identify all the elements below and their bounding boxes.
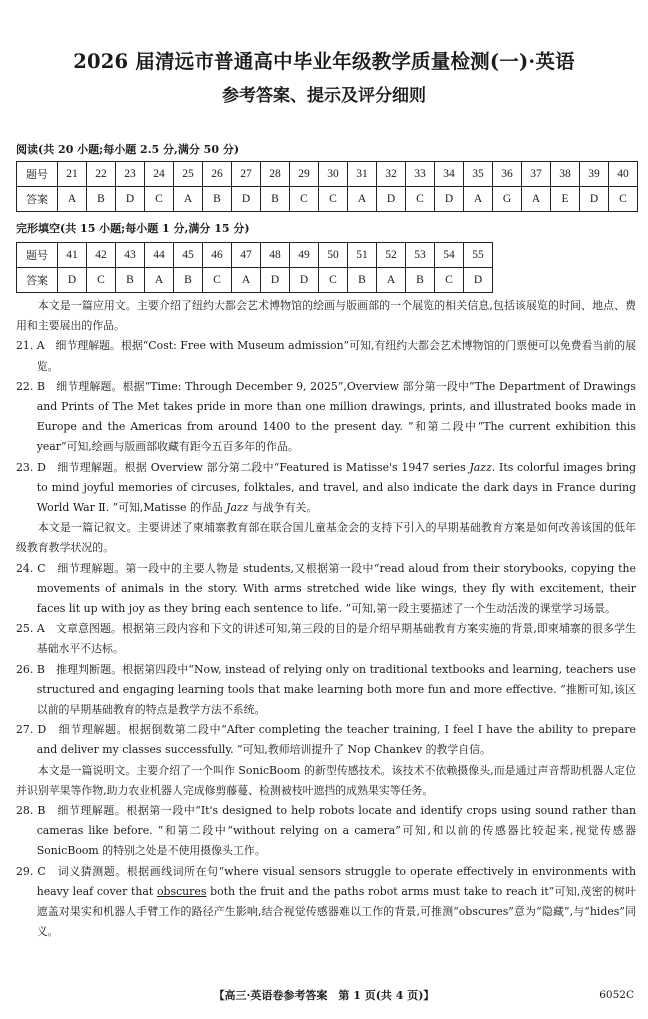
- underlined-word: obscures: [156, 884, 207, 898]
- passage-b-intro: 本文是一篇记叙文。主要讲述了柬埔寨教育部在联合国儿童基金会的支持下引入的早期基础教育方案是如何改善该国的低年级教育教学状况的。: [16, 521, 636, 555]
- answer-cell: A: [58, 187, 87, 212]
- reading-answer-table: [16, 161, 638, 212]
- question-number-cell: 33: [406, 162, 435, 187]
- reading-section-heading: 阅读(共 20 小题;每小题 2.5 分,满分 50 分): [16, 143, 240, 156]
- question-number-cell: 50: [319, 243, 348, 268]
- explanation-28: 28. B 细节理解题。根据第一段中“It's designed to help robots locate and identify crops using sound rather than cameras like before. ”和第二段中“without relying on a camera”可知,和以前的传感器比较起来,视觉传感器 SonicBoom 的特别之处是不使用摄像头工作。: [16, 804, 636, 858]
- answer-cell: C: [609, 187, 638, 212]
- cloze-number-row: [17, 243, 493, 268]
- explanation-29: [16, 862, 636, 943]
- answer-cell: A: [174, 187, 203, 212]
- answer-cell: D: [232, 187, 261, 212]
- question-number-cell: 44: [145, 243, 174, 268]
- question-number-cell: 47: [232, 243, 261, 268]
- explanation-text: both the fruit and the paths robot arms must take to reach it”可知,茂密的树叶遮盖对果实和机器人手臂工作的路径产生影响,结合视觉传感器难以工作的背景,可推测“obscures”意为“隐藏”,与“hides”同义。: [36, 884, 636, 939]
- question-number-cell: 35: [464, 162, 493, 187]
- explanation-text: . Its colorful images bring to mind joyful memories of circuses, folktales, and travel, and also indicate the dark days in France during World War Ⅱ. ”可知,Matisse 的作品: [36, 460, 636, 515]
- question-number-cell: 46: [203, 243, 232, 268]
- question-number-cell: 31: [348, 162, 377, 187]
- cloze-section-heading: 完形填空(共 15 小题;每小题 1 分,满分 15 分): [16, 222, 250, 235]
- answer-cell: B: [406, 268, 435, 293]
- row-label: 答案: [17, 268, 58, 293]
- question-number-cell: 45: [174, 243, 203, 268]
- question-number-cell: 37: [522, 162, 551, 187]
- question-number-cell: 54: [435, 243, 464, 268]
- question-number-cell: 48: [261, 243, 290, 268]
- explanation-24: 24. C 细节理解题。第一段中的主要人物是 students,又根据第一段中“read aloud from their storybooks, copying the movements of animals in the story. With arms stretched wide like wings, they fly with excitement, their faces lit up with joy as they bring each sentence to life. ”可知,第一段主要描述了一个生动活泼的课堂学习场景。: [16, 561, 636, 616]
- question-number-cell: 36: [493, 162, 522, 187]
- answer-cell: C: [435, 268, 464, 293]
- paper-code: 6052C: [599, 989, 634, 1001]
- explanation-26: 26. B 推理判断题。根据第四段中“Now, instead of relying only on traditional textbooks and learning, teachers use structured and engaging learning tools that make learning both more fun and more effective. ”推断可知,该区以前的早期基础教育的特点是教学方法不系统。: [16, 662, 636, 717]
- cloze-answer-table: [16, 242, 493, 293]
- answer-cell: G: [493, 187, 522, 212]
- answer-cell: D: [580, 187, 609, 212]
- explanation-text: 29. C 词义猜测题。根据画线词所在句“where visual sensors struggle to operate effectively in environments with heavy leaf cover that: [16, 864, 636, 898]
- explanation-21: 21. A 细节理解题。根据“Cost: Free with Museum admission”可知,有纽约大都会艺术博物馆的门票便可以免费看当前的展览。: [16, 339, 636, 373]
- explanation-27: 27. D 细节理解题。根据倒数第二段中“After completing the teacher training, I feel I have the ability to prepare and deliver my classes successfully. ”可知,教师培训提升了 Nop Chankev 的教学自信。: [16, 723, 636, 757]
- answer-cell: B: [348, 268, 377, 293]
- answer-cell: C: [87, 268, 116, 293]
- answer-cell: D: [58, 268, 87, 293]
- question-number-cell: 24: [145, 162, 174, 187]
- answer-cell: A: [522, 187, 551, 212]
- page-subtitle: 参考答案、提示及评分细则: [222, 86, 426, 106]
- explanation-text: 23. D 细节理解题。根据 Overview 部分第二段中“Featured is Matisse's 1947 series: [16, 460, 470, 474]
- question-number-cell: 38: [551, 162, 580, 187]
- answer-cell: D: [116, 187, 145, 212]
- answer-cell: A: [348, 187, 377, 212]
- question-number-cell: 28: [261, 162, 290, 187]
- answer-cell: C: [319, 268, 348, 293]
- answer-cell: C: [290, 187, 319, 212]
- answer-cell: D: [290, 268, 319, 293]
- explanation-23: [16, 458, 636, 519]
- question-number-cell: 41: [58, 243, 87, 268]
- question-number-cell: 26: [203, 162, 232, 187]
- answer-cell: A: [377, 268, 406, 293]
- answer-cell: E: [551, 187, 580, 212]
- italic-title: Jazz: [226, 501, 249, 515]
- answer-cell: A: [464, 187, 493, 212]
- question-number-cell: 22: [87, 162, 116, 187]
- answer-cell: B: [87, 187, 116, 212]
- question-number-cell: 53: [406, 243, 435, 268]
- answer-cell: B: [261, 187, 290, 212]
- question-number-cell: 49: [290, 243, 319, 268]
- question-number-cell: 30: [319, 162, 348, 187]
- question-number-cell: 40: [609, 162, 638, 187]
- explanation-25: 25. A 文章意图题。根据第三段内容和下文的讲述可知,第三段的目的是介绍早期基础教育方案实施的背景,即柬埔寨的很多学生基础水平不达标。: [16, 622, 636, 656]
- question-number-cell: 25: [174, 162, 203, 187]
- question-number-cell: 52: [377, 243, 406, 268]
- italic-title: Jazz: [469, 460, 492, 474]
- question-number-cell: 32: [377, 162, 406, 187]
- question-number-cell: 39: [580, 162, 609, 187]
- row-label: 答案: [17, 187, 58, 212]
- answer-cell: D: [435, 187, 464, 212]
- passage-c-intro: 本文是一篇说明文。主要介绍了一个叫作 SonicBoom 的新型传感技术。该技术不依赖摄像头,而是通过声音帮助机器人定位并识别苹果等作物,助力农业机器人完成修剪藤蔓、检测被枝叶遮挡的成熟果实等任务。: [16, 763, 636, 797]
- answer-cell: D: [377, 187, 406, 212]
- explanation-22: 22. B 细节理解题。根据“Time: Through December 9, 2025”,Overview 部分第一段中“The Department of Drawings and Prints of The Met takes pride in more than one million drawings, prints, and illustrated books made in Europe and the Americas from around 1400 to the present day. ”和第二段中“The current exhibition this year”可知,绘画与版画部收藏有距今五百多年的作品。: [16, 379, 636, 454]
- question-number-cell: 34: [435, 162, 464, 187]
- answer-cell: B: [203, 187, 232, 212]
- row-label: 题号: [17, 162, 58, 187]
- answer-cell: A: [232, 268, 261, 293]
- question-number-cell: 43: [116, 243, 145, 268]
- answer-cell: B: [174, 268, 203, 293]
- answer-cell: B: [116, 268, 145, 293]
- explanations: [16, 296, 636, 943]
- reading-answer-row: [17, 187, 638, 212]
- reading-number-row: [17, 162, 638, 187]
- question-number-cell: 29: [290, 162, 319, 187]
- question-number-cell: 21: [58, 162, 87, 187]
- answer-cell: C: [319, 187, 348, 212]
- explanation-text: 与战争有关。: [248, 501, 318, 515]
- answer-cell: D: [464, 268, 493, 293]
- passage-a-intro: 本文是一篇应用文。主要介绍了纽约大都会艺术博物馆的绘画与版画部的一个展览的相关信息,包括该展览的时间、地点、费用和主要展出的作品。: [16, 299, 636, 333]
- question-number-cell: 51: [348, 243, 377, 268]
- question-number-cell: 42: [87, 243, 116, 268]
- question-number-cell: 27: [232, 162, 261, 187]
- answer-cell: C: [406, 187, 435, 212]
- page-footer: 【高三·英语卷参考答案 第 1 页(共 4 页)】: [213, 989, 435, 1002]
- answer-cell: C: [203, 268, 232, 293]
- question-number-cell: 55: [464, 243, 493, 268]
- answer-cell: C: [145, 187, 174, 212]
- row-label: 题号: [17, 243, 58, 268]
- answer-cell: A: [145, 268, 174, 293]
- question-number-cell: 23: [116, 162, 145, 187]
- page-title: 2026 届清远市普通高中毕业年级教学质量检测(一)·英语: [73, 50, 575, 73]
- answer-cell: D: [261, 268, 290, 293]
- cloze-answer-row: [17, 268, 493, 293]
